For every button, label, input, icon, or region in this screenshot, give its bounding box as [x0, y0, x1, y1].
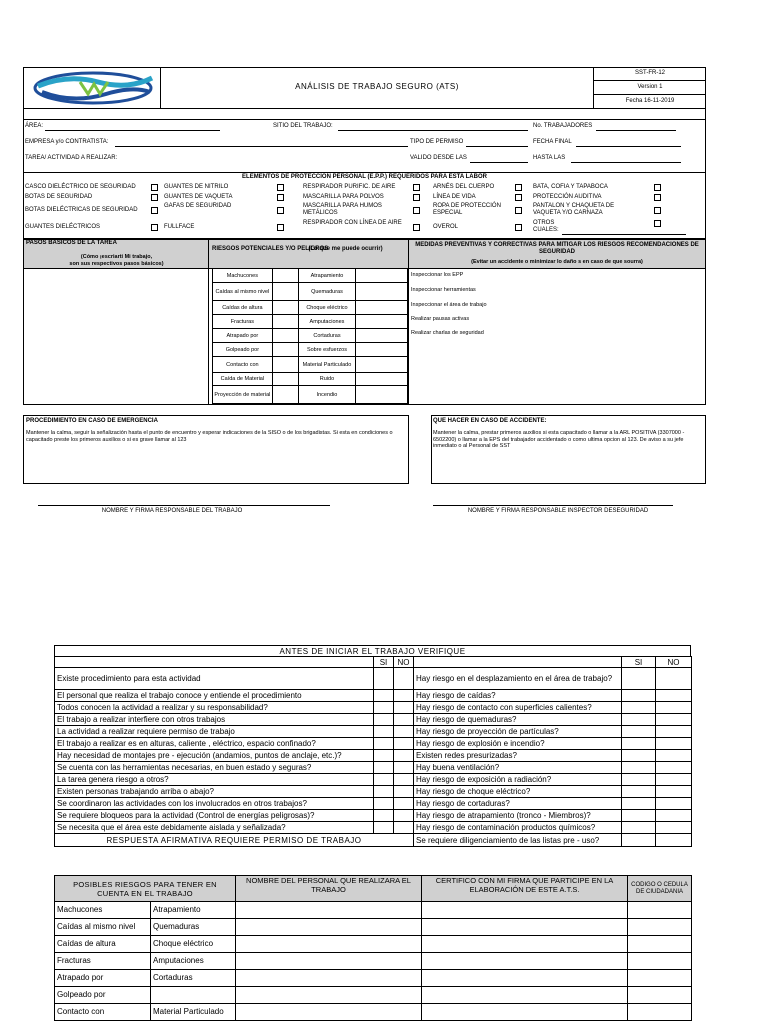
epp-item: LÍNEA DE VIDA: [433, 194, 476, 200]
no-cell[interactable]: [394, 702, 414, 714]
no-cell[interactable]: [656, 702, 692, 714]
pasos-body[interactable]: [24, 269, 209, 404]
cedula-cell[interactable]: [628, 902, 692, 919]
verifique-question: Existen personas trabajando arriba o abajo?: [55, 786, 374, 798]
cuales-label: CUALES:: [533, 227, 559, 233]
riesgo-label: Caídas de altura: [213, 301, 273, 315]
tarea-label: TAREA/ ACTIVIDAD A REALIZAR:: [25, 155, 118, 161]
riesgo-mark[interactable]: [272, 301, 298, 315]
no-cell[interactable]: [656, 726, 692, 738]
si-cell[interactable]: [622, 822, 656, 834]
personal-row: [55, 919, 692, 936]
riesgo-mark[interactable]: [272, 329, 298, 343]
si-cell[interactable]: [374, 786, 394, 798]
epp-checkbox[interactable]: [151, 207, 158, 214]
riesgo-cell: Fracturas: [55, 953, 151, 970]
no-cell[interactable]: [656, 798, 692, 810]
verifique-question: Hay riesgo de contaminación productos químicos?: [414, 822, 622, 834]
verifique-question: Existe procedimiento para esta actividad: [55, 668, 374, 690]
trabajadores-field[interactable]: [596, 130, 676, 131]
epp-checkbox[interactable]: [151, 224, 158, 231]
si-cell[interactable]: [374, 726, 394, 738]
si-cell[interactable]: [374, 714, 394, 726]
epp-checkbox[interactable]: [413, 194, 420, 201]
epp-checkbox[interactable]: [515, 194, 522, 201]
si-cell[interactable]: [622, 690, 656, 702]
epp-item: GUANTES DIELÉCTRICOS: [25, 224, 101, 230]
si-cell[interactable]: [622, 714, 656, 726]
epp-item: PROTECCIÓN AUDITIVA: [533, 194, 602, 200]
riesgos-header-cell: POSIBLES RIESGOS PARA TENER EN CUENTA EN EL TRABAJO: [55, 876, 236, 902]
no-cell[interactable]: [656, 762, 692, 774]
epp-checkbox[interactable]: [654, 194, 661, 201]
verifique-row: [55, 786, 692, 798]
company-logo: [28, 70, 158, 107]
area-label: ÁREA:: [25, 123, 44, 129]
form-title: ANÁLISIS DE TRABAJO SEGURO (ATS): [295, 82, 459, 91]
riesgo-label: Material Particulado: [298, 357, 356, 373]
epp-checkbox[interactable]: [413, 224, 420, 231]
riesgo-mark[interactable]: [356, 343, 408, 357]
riesgos-grid: [212, 268, 408, 404]
riesgo-label: Atrapamiento: [298, 269, 356, 283]
riesgo-label: Choque eléctrico: [298, 301, 356, 315]
empresa-label: EMPRESA y/o CONTRATISTA:: [25, 139, 109, 145]
verifique-table: [54, 656, 692, 847]
no-cell[interactable]: [394, 762, 414, 774]
riesgo-mark[interactable]: [356, 269, 408, 283]
si-cell[interactable]: [622, 834, 656, 847]
firma-cell[interactable]: [422, 1004, 628, 1021]
riesgos-title: RIESGOS POTENCIALES Y/O PELIGROS: [212, 246, 329, 252]
verifique-question: El personal que realiza el trabajo conoce y entiende el procedimiento: [55, 690, 374, 702]
no-cell[interactable]: [656, 690, 692, 702]
riesgo-mark[interactable]: [272, 269, 298, 283]
personal-header-cell: NOMBRE DEL PERSONAL QUE REALIZARA EL TRABAJO: [236, 876, 422, 902]
verifique-question: La actividad a realizar requiere permiso de trabajo: [55, 726, 374, 738]
riesgo-cell: Material Particulado: [151, 1004, 236, 1021]
riesgo-cell: Caídas al mismo nivel: [55, 919, 151, 936]
si-cell[interactable]: [374, 822, 394, 834]
riesgo-label: Machucones: [213, 269, 273, 283]
emergencia-box: [23, 415, 409, 484]
no-cell[interactable]: [394, 714, 414, 726]
medidas-title: MEDIDAS PREVENTIVAS Y CORRECTIVAS PARA MITIGAR LOS RIESGOS RECOMENDACIONES DE SEGURIDAD: [415, 242, 699, 255]
sitio-label: SITIO DEL TRABAJO:: [273, 123, 333, 129]
firma-cell[interactable]: [422, 902, 628, 919]
accidente-box: [431, 415, 706, 484]
si-cell[interactable]: [374, 762, 394, 774]
verifique-question: Se requiere bloqueos para la actividad (Control de energías peligrosas)?: [55, 810, 374, 822]
si-cell[interactable]: [374, 668, 394, 690]
firma-cell[interactable]: [422, 919, 628, 936]
verifique-question: Hay riesgo de contacto con superficies calientes?: [414, 702, 622, 714]
epp-item: GUANTES DE VAQUETA: [164, 194, 233, 200]
epp-checkbox[interactable]: [654, 184, 661, 191]
verifique-question: Hay riesgo de atrapamiento (tronco - Miembros)?: [414, 810, 622, 822]
hasta-las-field[interactable]: [571, 162, 681, 163]
nombre-cell[interactable]: [236, 902, 422, 919]
si-cell[interactable]: [374, 810, 394, 822]
si-cell[interactable]: [622, 762, 656, 774]
verifique-question: Existen redes presurizadas?: [414, 750, 622, 762]
no-cell[interactable]: [656, 668, 692, 690]
epp-item: ROPA DE PROTECCIÓN ESPECIAL: [433, 203, 501, 216]
no-cell[interactable]: [656, 714, 692, 726]
medida-item: Inspeccionar los EPP: [411, 272, 464, 278]
riesgo-label: Golpeado por: [213, 343, 273, 357]
si-cell[interactable]: [374, 738, 394, 750]
verifique-question: Se coordinaron las actividades con los involucrados en otros trabajos?: [55, 798, 374, 810]
riesgo-cell: Quemaduras: [151, 919, 236, 936]
fecha-final-field[interactable]: [576, 146, 681, 147]
cedula-cell[interactable]: [628, 987, 692, 1004]
permiso-warning: RESPUESTA AFIRMATIVA REQUIERE PERMISO DE TRABAJO: [55, 834, 414, 847]
riesgo-label: Quemaduras: [298, 283, 356, 301]
epp-item: FULLFACE: [164, 224, 195, 230]
riesgo-mark[interactable]: [356, 357, 408, 373]
riesgo-cell: Caídas de altura: [55, 936, 151, 953]
epp-checkbox[interactable]: [515, 184, 522, 191]
verifique-question: Hay buena ventilación?: [414, 762, 622, 774]
cuales-field[interactable]: [562, 234, 686, 235]
firma-label-right: NOMBRE Y FIRMA RESPONSABLE INSPECTOR DESEGURIDAD: [467, 508, 649, 514]
cedula-cell[interactable]: [628, 919, 692, 936]
epp-item: PANTALON Y CHAQUETA DE VAQUETA Y/O CARNAZA: [533, 203, 615, 216]
form-code: SST-FR-12: [594, 67, 706, 81]
epp-item: RESPIRADOR CON LÍNEA DE AIRE: [303, 220, 402, 226]
pasos-subtitle-2: son sus respectivos pasos básicos): [69, 261, 164, 267]
firma-line-left[interactable]: [38, 505, 330, 506]
no-cell[interactable]: [394, 786, 414, 798]
verifique-row: [55, 810, 692, 822]
personal-row: [55, 970, 692, 987]
firma-cell[interactable]: [422, 936, 628, 953]
riesgo-label: Contacto con: [213, 357, 273, 373]
si-cell[interactable]: [622, 810, 656, 822]
cedula-header-cell: CODIGO O CEDULA DE CIUDADANIA: [628, 876, 692, 902]
firma-cell[interactable]: [422, 987, 628, 1004]
epp-item: GUANTES DE NITRILO: [164, 184, 229, 190]
si-cell[interactable]: [622, 786, 656, 798]
medida-item: Inspeccionar el área de trabajo: [411, 302, 487, 308]
riesgos-header: [209, 240, 409, 269]
epp-item: BOTAS DE SEGURIDAD: [25, 194, 93, 200]
cedula-cell[interactable]: [628, 936, 692, 953]
riesgo-cell: Amputaciones: [151, 953, 236, 970]
riesgo-cell: Atrapamiento: [151, 902, 236, 919]
verifique-question: Hay riesgo de choque eléctrico?: [414, 786, 622, 798]
riesgo-mark[interactable]: [356, 301, 408, 315]
riesgo-mark[interactable]: [272, 315, 298, 329]
riesgo-label: Cortaduras: [298, 329, 356, 343]
form-date: Fecha 16-11-2019: [625, 98, 675, 104]
no-cell[interactable]: [394, 668, 414, 690]
verifique-question: Se necesita que el área este debidamente aislada y señalizada?: [55, 822, 374, 834]
verifique-question: Hay riesgo de proyección de partículas?: [414, 726, 622, 738]
verifique-question: Todos conocen la actividad a realizar y su responsabilidad?: [55, 702, 374, 714]
riesgos-subtitle: (Lo que me puede ocurrir): [308, 246, 383, 252]
firma-cell[interactable]: [422, 970, 628, 987]
medidas-subtitle: (Evitar un accidente o minimizar lo daño s en caso de que sourra): [471, 259, 643, 265]
epp-checkbox[interactable]: [654, 220, 661, 227]
cedula-cell[interactable]: [628, 970, 692, 987]
verifique-row: [55, 750, 692, 762]
epp-checkbox[interactable]: [151, 184, 158, 191]
sitio-field[interactable]: [338, 130, 528, 131]
no-cell[interactable]: [394, 810, 414, 822]
cedula-cell[interactable]: [628, 1004, 692, 1021]
epp-item: RESPIRADOR PURIFIC. DE AIRE: [303, 184, 396, 190]
no-cell[interactable]: [656, 834, 692, 847]
riesgo-label: Caída de Material: [213, 373, 273, 386]
riesgo-label: Fracturas: [213, 315, 273, 329]
si-cell[interactable]: [374, 798, 394, 810]
riesgo-mark[interactable]: [272, 386, 298, 404]
si-header: SI: [374, 657, 394, 668]
no-cell[interactable]: [656, 750, 692, 762]
firma-label-left: NOMBRE Y FIRMA RESPONSABLE DEL TRABAJO: [101, 508, 243, 514]
medida-item: Inspeccionar herramientas: [411, 287, 476, 293]
emergencia-title: PROCEDIMIENTO EN CASO DE EMERGENCIA: [26, 418, 158, 424]
si-cell[interactable]: [374, 702, 394, 714]
epp-checkbox[interactable]: [413, 207, 420, 214]
nombre-cell[interactable]: [236, 1004, 422, 1021]
no-cell[interactable]: [656, 774, 692, 786]
personal-row: [55, 953, 692, 970]
no-cell[interactable]: [394, 798, 414, 810]
nombre-cell[interactable]: [236, 987, 422, 1004]
epp-checkbox[interactable]: [277, 184, 284, 191]
epp-item: GAFAS DE SEGURIDAD: [164, 203, 232, 209]
nombre-cell[interactable]: [236, 970, 422, 987]
epp-item: CASCO DIELÉCTRICO DE SEGURIDAD: [25, 184, 136, 190]
trabajadores-label: No. TRABAJADORES: [533, 123, 593, 129]
no-cell[interactable]: [394, 690, 414, 702]
accidente-text: Mantener la calma, prestar primeros auxilios si esta capacitado o llamar a la ARL POSITIVA (3307000 - 6502200) o llamar a la EPS del trabajador accidentado o como ultima opcion al 123. De aviso a su jefe inmediato o al Personal de SST: [433, 430, 685, 449]
verifique-question: Hay necesidad de montajes pre - ejecución (andamios, puntos de anclaje, etc.)?: [55, 750, 374, 762]
riesgo-mark[interactable]: [272, 343, 298, 357]
verifique-question: Hay riesgo de caídas?: [414, 690, 622, 702]
verifique-row: [55, 774, 692, 786]
verifique-question: Se requiere diligenciamiento de las listas pre - uso?: [414, 834, 622, 847]
si-cell[interactable]: [374, 774, 394, 786]
verifique-row: [55, 738, 692, 750]
si-cell[interactable]: [374, 690, 394, 702]
no-cell[interactable]: [394, 738, 414, 750]
riesgo-label: Sobre esfuerzos: [298, 343, 356, 357]
no-cell[interactable]: [394, 726, 414, 738]
epp-checkbox[interactable]: [515, 224, 522, 231]
empresa-field[interactable]: [115, 146, 408, 147]
verifique-question: Hay riesgo de exposición a radiación?: [414, 774, 622, 786]
verifique-row: [55, 714, 692, 726]
si-cell[interactable]: [622, 738, 656, 750]
verifique-footer-row: [55, 834, 692, 847]
epp-item: ARNÉS DEL CUERPO: [433, 184, 495, 190]
tipo-permiso-field[interactable]: [466, 146, 528, 147]
pasos-title: PASOS BASICOS DE LA TAREA: [26, 240, 117, 246]
riesgo-label: Amputaciones: [298, 315, 356, 329]
riesgo-label: Ruido: [298, 373, 356, 386]
riesgo-cell: Golpeado por: [55, 987, 151, 1004]
verifique-question: El trabajo a realizar es en alturas, caliente , eléctrico, espacio confinado?: [55, 738, 374, 750]
verifique-row: [55, 726, 692, 738]
si-cell[interactable]: [622, 774, 656, 786]
verifique-question: El trabajo a realizar interfiere con otros trabajos: [55, 714, 374, 726]
riesgo-mark[interactable]: [356, 315, 408, 329]
no-cell[interactable]: [394, 750, 414, 762]
riesgo-mark[interactable]: [272, 283, 298, 301]
cedula-cell[interactable]: [628, 953, 692, 970]
epp-checkbox[interactable]: [654, 207, 661, 214]
epp-checkbox[interactable]: [277, 207, 284, 214]
no-cell[interactable]: [656, 738, 692, 750]
no-cell[interactable]: [394, 774, 414, 786]
riesgo-label: Incendio: [298, 386, 356, 404]
certifico-header-cell: CERTIFICO CON MI FIRMA QUE PARTICIPE EN LA ELABORACIÓN DE ESTE A.T.S.: [422, 876, 628, 902]
verifique-question: Hay riesgo de quemaduras?: [414, 714, 622, 726]
tipo-permiso-label: TIPO DE PERMISO: [410, 139, 464, 145]
accidente-title: QUE HACER EN CASO DE ACCIDENTE:: [433, 418, 547, 424]
hasta-las-label: HASTA LAS: [533, 155, 566, 161]
si-cell[interactable]: [374, 750, 394, 762]
riesgo-cell: [151, 987, 236, 1004]
riesgo-mark[interactable]: [356, 373, 408, 386]
verifique-row: [55, 668, 692, 690]
epp-item: BOTAS DIELÉCTRICAS DE SEGURIDAD: [25, 207, 138, 213]
riesgo-cell: Choque eléctrico: [151, 936, 236, 953]
area-field[interactable]: [45, 130, 220, 131]
riesgo-label: Caídas al mismo nivel: [213, 283, 273, 301]
verifique-title: ANTES DE INICIAR EL TRABAJO VERIFIQUE: [54, 645, 691, 657]
riesgo-mark[interactable]: [272, 357, 298, 373]
verifique-question: Hay riesgo en el desplazamiento en el área de trabajo?: [414, 668, 622, 690]
personal-table: [54, 875, 692, 1021]
epp-title: ELEMENTOS DE PROTECCIÓN PERSONAL (E.P.P.) REQUERIDOS PARA ESTA LABOR: [242, 174, 487, 180]
verifique-row: [55, 822, 692, 834]
no-cell[interactable]: [656, 810, 692, 822]
no-cell[interactable]: [656, 786, 692, 798]
nombre-cell[interactable]: [236, 936, 422, 953]
riesgo-cell: Contacto con: [55, 1004, 151, 1021]
pasos-subtitle-1: (Cómo ¡escriarti Mi trabajo,: [80, 254, 153, 260]
epp-checkbox[interactable]: [277, 194, 284, 201]
verifique-row: [55, 690, 692, 702]
valido-desde-label: VALIDO DESDE LAS: [410, 155, 467, 161]
riesgo-mark[interactable]: [272, 373, 298, 386]
verifique-question: Hay riesgo de cortaduras?: [414, 798, 622, 810]
epp-checkbox[interactable]: [413, 184, 420, 191]
epp-checkbox[interactable]: [277, 224, 284, 231]
verifique-question: La tarea genera riesgo a otros?: [55, 774, 374, 786]
si-cell[interactable]: [622, 668, 656, 690]
epp-item: OTROS: [533, 220, 555, 226]
firma-cell[interactable]: [422, 953, 628, 970]
epp-checkbox[interactable]: [515, 207, 522, 214]
riesgo-label: Proyección de material: [213, 386, 273, 404]
spacer-band: [23, 109, 706, 120]
si-cell[interactable]: [622, 702, 656, 714]
verifique-question: Hay riesgo de explosión e incendio?: [414, 738, 622, 750]
fecha-final-label: FECHA FINAL: [533, 139, 572, 145]
verifique-row: [55, 798, 692, 810]
personal-row: [55, 1004, 692, 1021]
form-version: Version 1: [594, 81, 706, 95]
no-cell[interactable]: [394, 822, 414, 834]
epp-item: MASCARILLA PARA HUMOS METÁLICOS: [303, 203, 382, 216]
no-cell[interactable]: [656, 822, 692, 834]
no-header: NO: [656, 657, 692, 668]
riesgo-mark[interactable]: [356, 329, 408, 343]
verifique-row: [55, 762, 692, 774]
verifique-row: [55, 702, 692, 714]
nombre-cell[interactable]: [236, 953, 422, 970]
personal-row: [55, 987, 692, 1004]
firma-line-right[interactable]: [433, 505, 673, 506]
riesgo-cell: Cortaduras: [151, 970, 236, 987]
riesgo-label: Atrapado por: [213, 329, 273, 343]
epp-checkbox[interactable]: [151, 194, 158, 201]
personal-row: [55, 936, 692, 953]
epp-item: BATA, COFIA Y TAPABOCA: [533, 184, 608, 190]
nombre-cell[interactable]: [236, 919, 422, 936]
valido-desde-field[interactable]: [470, 162, 528, 163]
verifique-question: Se cuenta con las herramientas necesarias, en buen estado y seguras?: [55, 762, 374, 774]
medida-item: Realizar charlas de seguridad: [411, 330, 484, 336]
riesgo-mark[interactable]: [356, 386, 408, 404]
epp-item: MASCARILLA PARA POLVOS: [303, 194, 384, 200]
riesgo-mark[interactable]: [356, 283, 408, 301]
riesgo-cell: Machucones: [55, 902, 151, 919]
no-header: NO: [394, 657, 414, 668]
emergencia-text: Mantener la calma, seguir la señalización hasta el punto de encuentro y esperar indicaciones de la SISO o de los brigadistas. Si esta en condiciones o capacitado preste los primeros auxilios o si es grave llamar al 123: [26, 430, 393, 443]
si-cell[interactable]: [622, 750, 656, 762]
si-header: SI: [622, 657, 656, 668]
personal-row: [55, 902, 692, 919]
medida-item: Realizar pausas activas: [411, 316, 470, 322]
riesgo-cell: Atrapado por: [55, 970, 151, 987]
epp-item: OVEROL: [433, 224, 459, 230]
si-cell[interactable]: [622, 726, 656, 738]
si-cell[interactable]: [622, 798, 656, 810]
